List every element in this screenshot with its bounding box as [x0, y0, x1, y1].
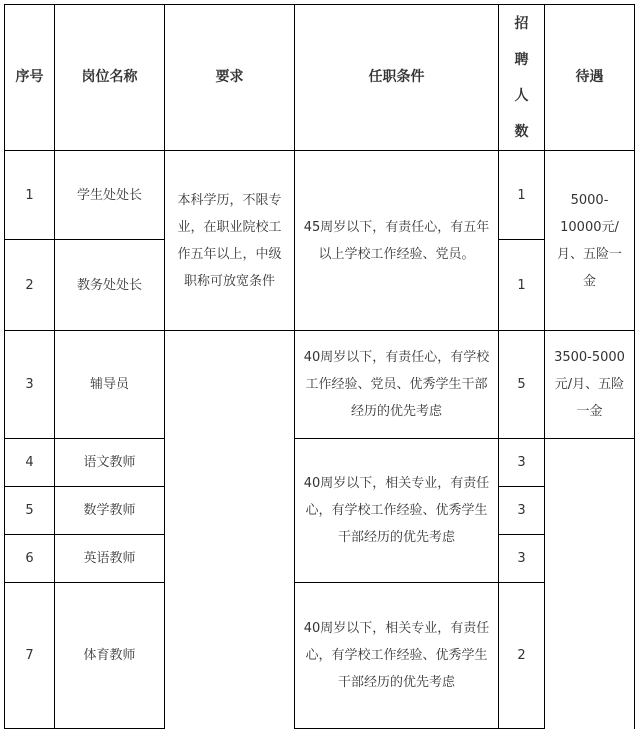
requirement-text: 本科学历，不限专业，在职业院校工作五年以上，中级职称可放宽条件	[177, 192, 282, 289]
header-count	[499, 5, 545, 151]
row-position: 学生处处长	[55, 151, 165, 240]
header-count-char: 招	[514, 15, 529, 32]
row-count: 2	[499, 583, 545, 729]
conditions-text: 40周岁以下，相关专业，有责任心，有学校工作经验、优秀学生干部经历的优先考虑	[303, 621, 490, 690]
conditions-cell	[295, 583, 499, 729]
conditions-cell	[295, 151, 499, 331]
header-row	[5, 5, 635, 151]
row-count: 3	[499, 535, 545, 583]
pay-text: 5000-10000元/月、五险一金	[556, 192, 622, 289]
row-position: 教务处处长	[55, 240, 165, 331]
header-count-char: 人	[514, 87, 529, 104]
header-count-char: 聘	[514, 51, 529, 68]
row-position: 体育教师	[55, 583, 165, 729]
row-seq: 3	[5, 331, 55, 439]
requirement-cell-empty	[165, 331, 295, 729]
header-position: 岗位名称	[55, 5, 165, 151]
row-count: 1	[499, 240, 545, 331]
row-seq: 4	[5, 439, 55, 487]
row-seq: 6	[5, 535, 55, 583]
conditions-text: 45周岁以下，有责任心，有五年以上学校工作经验、党员。	[303, 219, 490, 262]
table-row	[5, 151, 635, 240]
row-position: 数学教师	[55, 487, 165, 535]
row-seq: 5	[5, 487, 55, 535]
row-seq: 7	[5, 583, 55, 729]
conditions-text: 40周岁以下，有责任心，有学校工作经验、党员、优秀学生干部经历的优先考虑	[303, 350, 490, 419]
header-requirement: 要求	[165, 5, 295, 151]
conditions-cell	[295, 331, 499, 439]
row-count: 5	[499, 331, 545, 439]
pay-cell	[545, 151, 635, 331]
table-row	[5, 331, 635, 439]
requirement-cell	[165, 151, 295, 331]
pay-text: 3500-5000元/月、五险一金	[554, 350, 625, 419]
row-count: 3	[499, 439, 545, 487]
row-count: 1	[499, 151, 545, 240]
row-count: 3	[499, 487, 545, 535]
header-count-char: 数	[514, 123, 529, 140]
pay-cell	[545, 331, 635, 439]
row-position: 语文教师	[55, 439, 165, 487]
recruitment-table	[4, 4, 635, 729]
row-position: 辅导员	[55, 331, 165, 439]
row-seq: 2	[5, 240, 55, 331]
header-seq: 序号	[5, 5, 55, 151]
pay-cell-empty	[545, 439, 635, 729]
row-position: 英语教师	[55, 535, 165, 583]
row-seq: 1	[5, 151, 55, 240]
conditions-text: 40周岁以下，相关专业，有责任心，有学校工作经验、优秀学生干部经历的优先考虑	[303, 476, 490, 545]
table-row	[5, 583, 635, 729]
conditions-cell	[295, 439, 499, 583]
table-row	[5, 439, 635, 487]
header-conditions: 任职条件	[295, 5, 499, 151]
header-pay: 待遇	[545, 5, 635, 151]
